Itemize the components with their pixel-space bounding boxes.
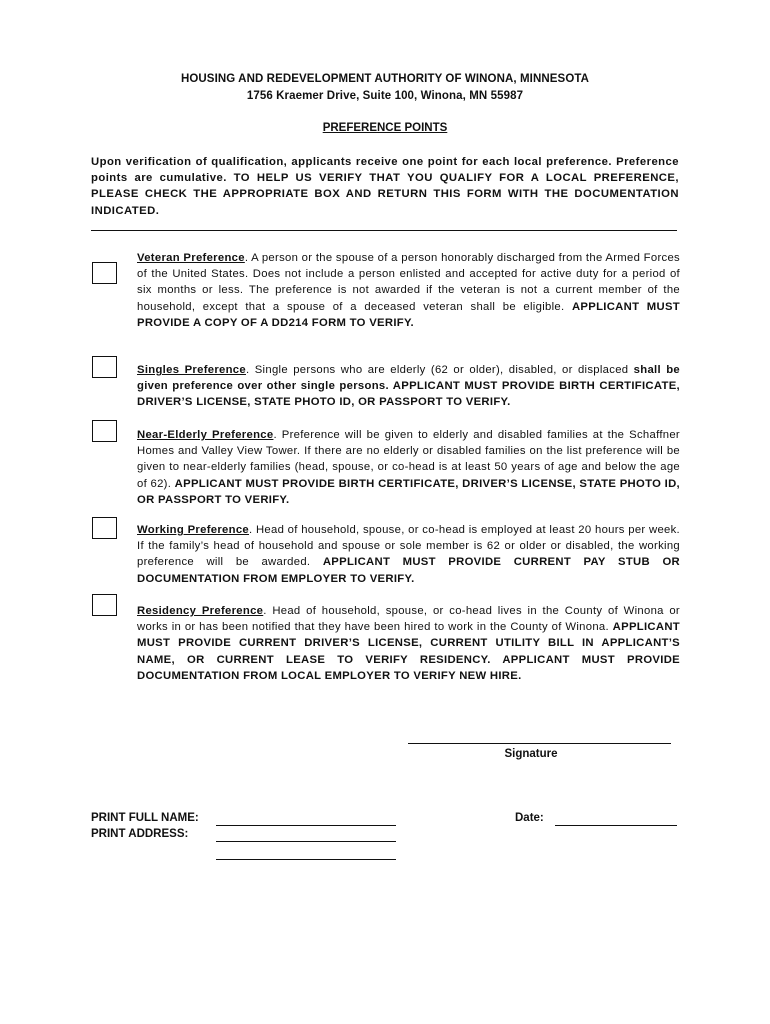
singles-preference-item xyxy=(137,362,680,411)
veteran-preference-requirement: APPLICANT MUST PROVIDE A COPY OF A DD214 FORM TO VERIFY. xyxy=(137,300,680,329)
signature-label: Signature xyxy=(504,748,558,760)
working-preference-checkbox[interactable] xyxy=(92,517,117,539)
org-name: HOUSING AND REDEVELOPMENT AUTHORITY OF WINONA, MINNESOTA xyxy=(180,73,590,85)
residency-preference-item xyxy=(137,603,680,684)
residency-preference-requirement: APPLICANT MUST PROVIDE CURRENT DRIVER’S LICENSE, CURRENT UTILITY BILL IN APPLICANT’S NAME, OR CURRENT LEASE TO VERIFY RESIDENCY. APPLICANT MUST PROVIDE DOCUMENTATION FROM LOCAL EMPLOYER TO VERIFY NEW HIRE. xyxy=(137,621,680,682)
singles-preference-title: Singles Preference xyxy=(137,364,246,376)
print-full-name-field[interactable] xyxy=(216,825,396,826)
print-full-name-label: PRINT FULL NAME: xyxy=(91,812,199,824)
near-elderly-preference-body: . Preference will be given to elderly and disabled families at the Schaffner Homes and Valley View Tower. If there are no elderly or disabled families on the list preference will be given to near-elderly families (head, spouse, or co-head is at least 50 years of age and below the age of 62). xyxy=(137,429,680,490)
working-preference-body: . Head of household, spouse, or co-head is employed at least 20 hours per week. If the family’s head of household and spouse or sole member is 62 or older or disabled, the working preference will be awarded. xyxy=(137,524,680,569)
intro-paragraph: Upon verification of qualification, applicants receive one point for each local preference. Preference points are cumulative. TO HELP US VERIFY THAT YOU QUALIFY FOR A LOCAL PREFERENCE, PLEASE CHECK THE APPROPRIATE BOX AND RETURN THIS FORM WITH THE DOCUMENTATION INDICATED. xyxy=(91,156,679,217)
veteran-preference-body: . A person or the spouse of a person honorably discharged from the Armed Forces of the United States. Does not include a person enlisted and accepted for active duty for a period of six months or less. The preference is not awarded if the veteran is not a current member of the household, except that a spouse of a deceased veteran shall be eligible. xyxy=(137,252,681,313)
page-title: PREFERENCE POINTS xyxy=(322,122,448,134)
divider xyxy=(91,230,677,231)
near-elderly-preference-requirement: APPLICANT MUST PROVIDE BIRTH CERTIFICATE, DRIVER’S LICENSE, STATE PHOTO ID, OR PASSPORT TO VERIFY. xyxy=(137,477,680,506)
residency-preference-checkbox[interactable] xyxy=(92,594,117,616)
singles-preference-body: . Single persons who are elderly (62 or older), disabled, or displaced xyxy=(245,364,634,376)
print-address-field-line-1[interactable] xyxy=(216,841,396,842)
working-preference-item xyxy=(137,522,680,587)
residency-preference-title: Residency Preference xyxy=(137,605,264,617)
working-preference-requirement: APPLICANT MUST PROVIDE CURRENT PAY STUB OR DOCUMENTATION FROM EMPLOYER TO VERIFY. xyxy=(137,556,680,585)
date-label: Date: xyxy=(515,812,544,824)
near-elderly-preference-item xyxy=(137,427,680,508)
residency-preference-body: . Head of household, spouse, or co-head lives in the County of Winona or works in or has been notified that they have been hired to work in the County of Winona. xyxy=(137,605,680,634)
working-preference-title: Working Preference xyxy=(137,524,249,536)
signature-line[interactable] xyxy=(408,743,671,744)
date-field[interactable] xyxy=(555,825,677,826)
singles-preference-requirement: shall be given preference over other single persons. APPLICANT MUST PROVIDE BIRTH CERTIFICATE, DRIVER’S LICENSE, STATE PHOTO ID, OR PASSPORT TO VERIFY. xyxy=(137,364,680,409)
near-elderly-preference-title: Near-Elderly Preference xyxy=(137,429,274,441)
singles-preference-checkbox[interactable] xyxy=(92,356,117,378)
veteran-preference-checkbox[interactable] xyxy=(92,262,117,284)
print-address-field-line-2[interactable] xyxy=(216,859,396,860)
near-elderly-preference-checkbox[interactable] xyxy=(92,420,117,442)
veteran-preference-title: Veteran Preference xyxy=(137,252,245,264)
veteran-preference-item xyxy=(137,250,680,331)
org-address: 1756 Kraemer Drive, Suite 100, Winona, MN 55987 xyxy=(246,90,524,102)
print-address-label: PRINT ADDRESS: xyxy=(91,828,189,840)
